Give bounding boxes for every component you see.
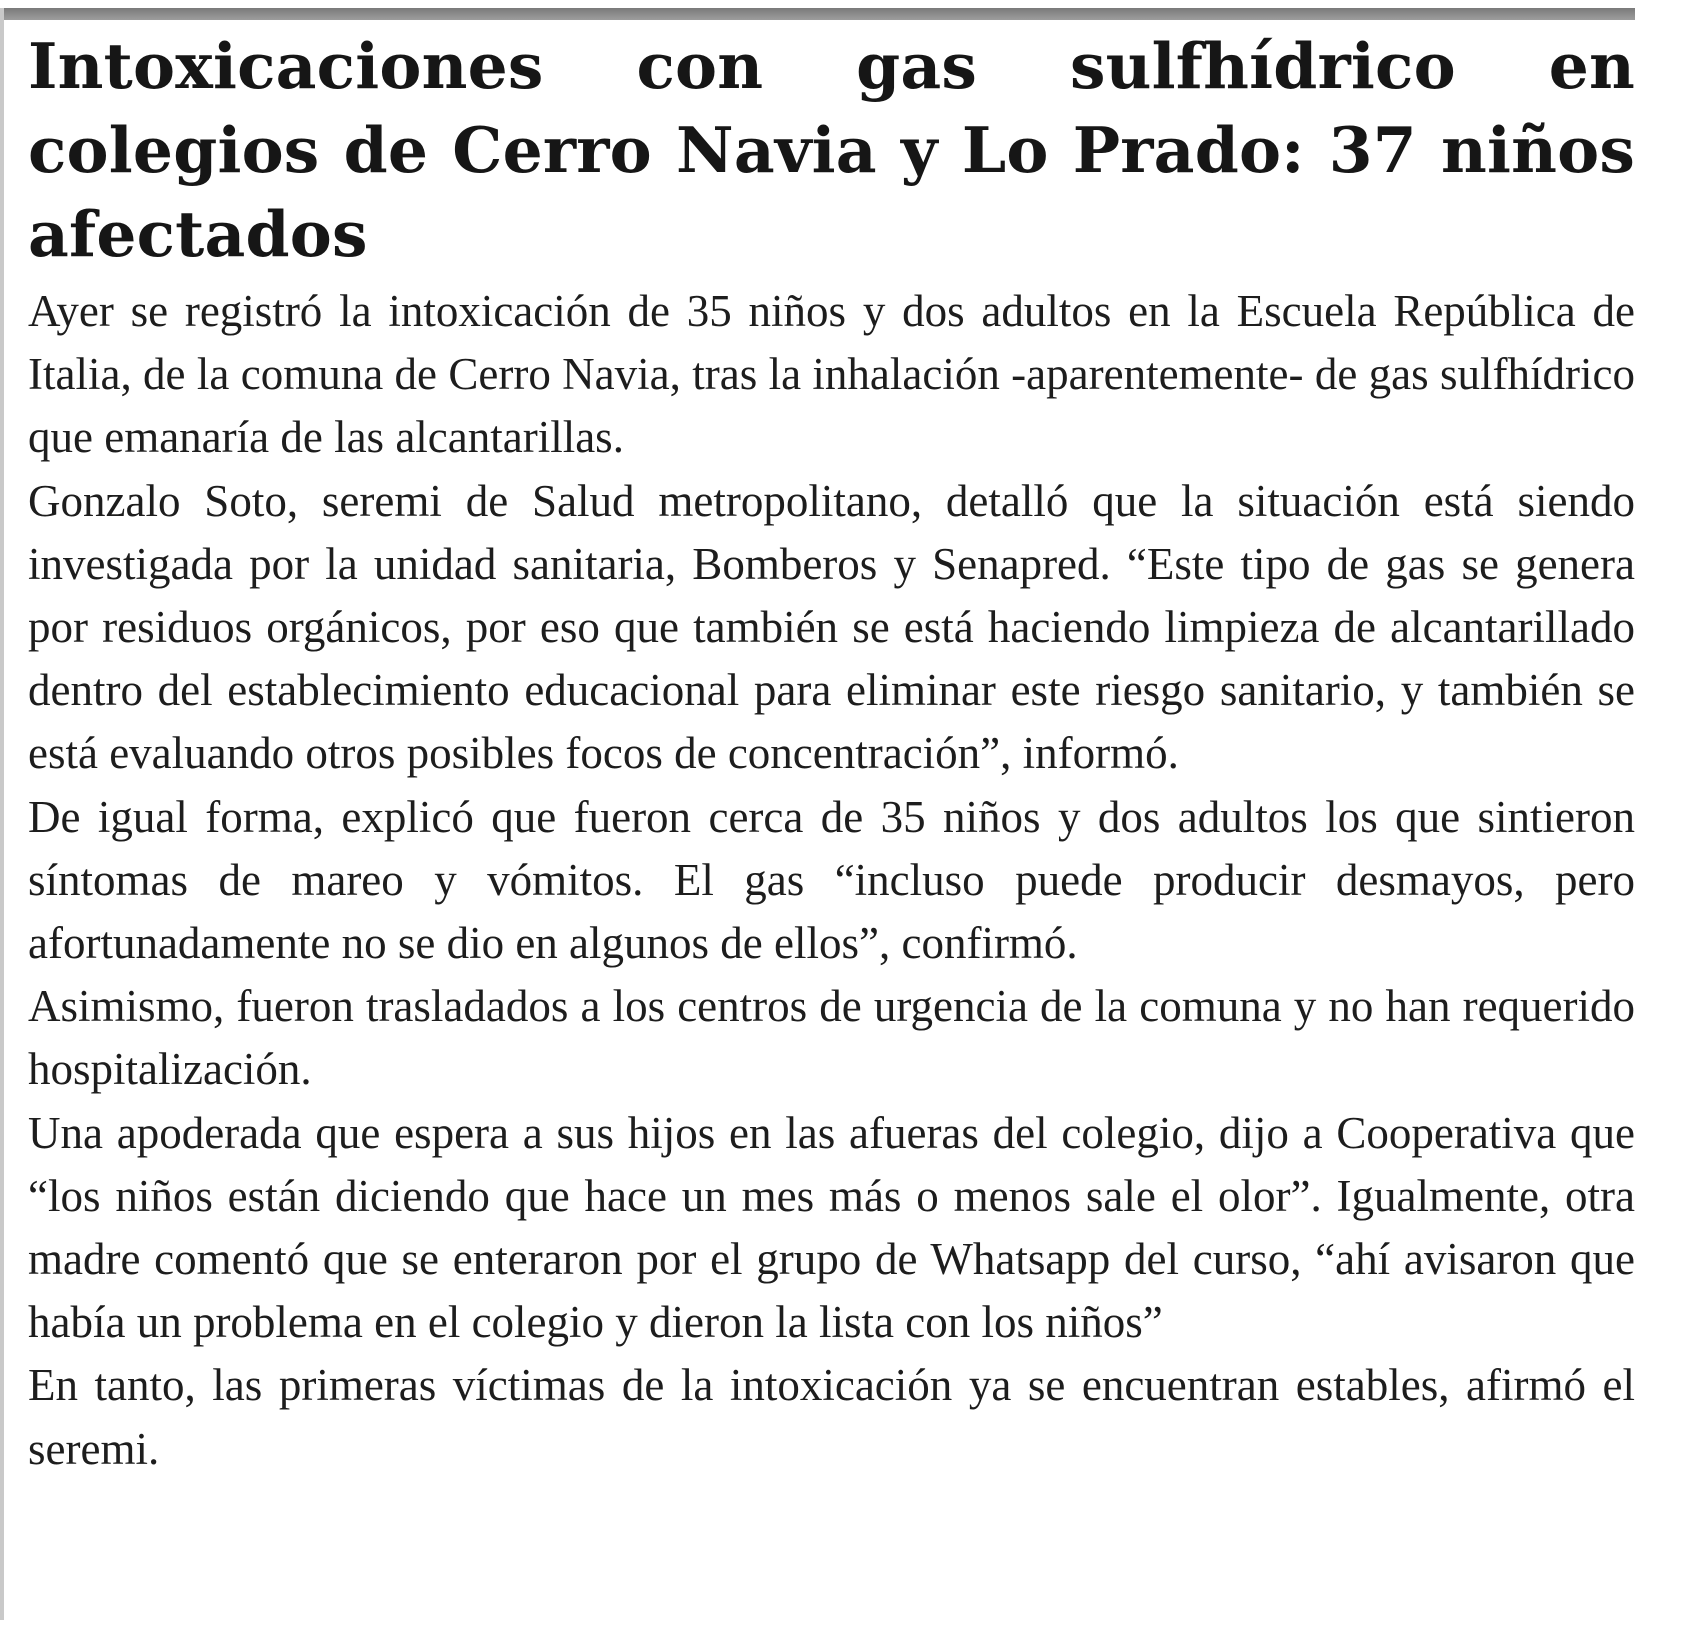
paragraph: De igual forma, explicó que fueron cerca de 35 niños y dos adultos los que sintieron síntomas de mareo y vómitos. El gas “incluso puede producir desmayos, pero afortunadamente no se dio en algunos de ellos”, confirmó. [28, 791, 1635, 969]
article-body [28, 280, 1635, 1481]
paragraph: Asimismo, fueron trasladados a los centros de urgencia de la comuna y no han requerido hospitalización. [28, 981, 1635, 1095]
paragraph: Una apoderada que espera a sus hijos en las afueras del colegio, dijo a Cooperativa que “los niños están diciendo que hace un mes más o menos sale el olor”. Igualmente, otra madre comentó que se enteraron por el grupo de Whatsapp del curso, “ahí avisaron que había un problema en el colegio y dieron la lista con los niños” [28, 1107, 1635, 1348]
article [28, 24, 1635, 1481]
paragraph: Ayer se registró la intoxicación de 35 niños y dos adultos en la Escuela República de Italia, de la comuna de Cerro Navia, tras la inhalación -aparentemente- de gas sulfhídrico que emanaría de las alcantarillas. [28, 286, 1635, 463]
paragraph: En tanto, las primeras víctimas de la intoxicación ya se encuentran estables, afirmó el seremi. [28, 1360, 1635, 1474]
top-rule [0, 8, 1635, 20]
left-rule [0, 8, 4, 1620]
paragraph: Gonzalo Soto, seremi de Salud metropolitano, detalló que la situación está siendo investigada por la unidad sanitaria, Bomberos y Senapred. “Este tipo de gas se genera por residuos orgánicos, por eso que también se está haciendo limpieza de alcantarillado dentro del establecimiento educacional para eliminar este riesgo sanitario, y también se está evaluando otros posibles focos de concentración”, informó. [28, 475, 1635, 779]
headline: Intoxicaciones con gas sulfhídrico en colegios de Cerro Navia y Lo Prado: 37 niños afectados [28, 29, 1635, 271]
